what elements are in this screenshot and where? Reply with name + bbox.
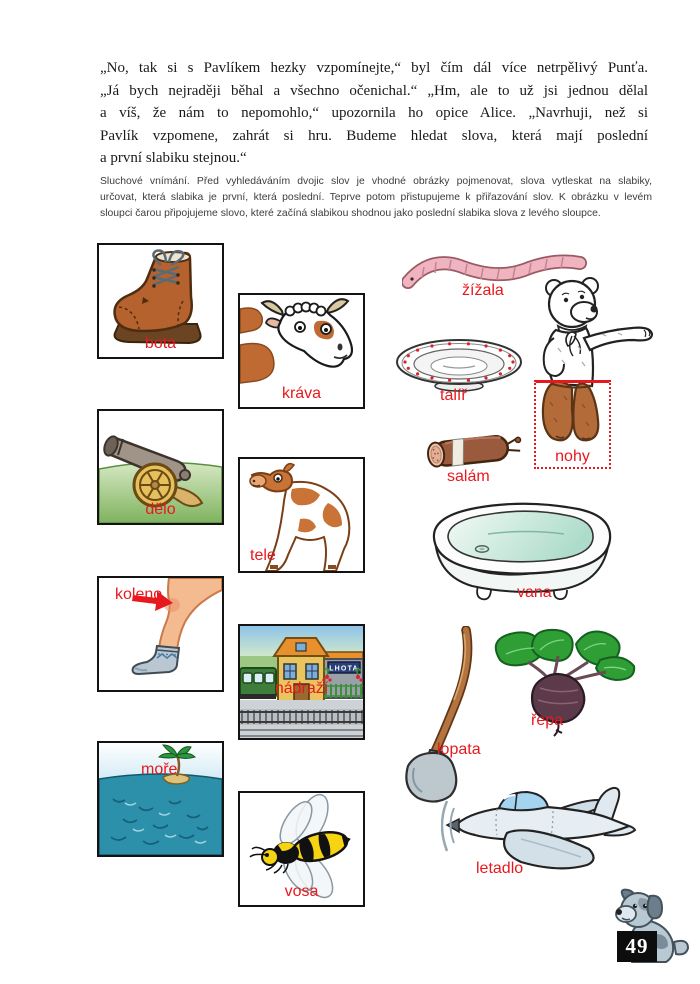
card-tele xyxy=(238,457,365,573)
nohy-selection-box xyxy=(534,380,611,469)
card-label-more: moře xyxy=(141,761,178,778)
label-vana: vana xyxy=(517,584,552,601)
label-talir: talíř xyxy=(440,387,467,404)
card-label-tele: tele xyxy=(250,547,276,564)
plate-illustration xyxy=(393,336,525,394)
beet-illustration xyxy=(488,626,640,738)
card-label-nadrazi: nádraží xyxy=(274,680,329,697)
story-paragraph xyxy=(100,57,648,170)
story-line: „No, tak si s Pavlíkem hezky vzpomínejte,“ byl čím dál více netrpělivý Punťa. xyxy=(100,60,648,76)
card-label-delo: dělo xyxy=(145,501,176,518)
card-label-bota: bota xyxy=(144,335,177,352)
card-koleno xyxy=(97,576,224,692)
label-lopata: lopata xyxy=(437,741,481,758)
card-delo xyxy=(97,409,224,525)
story-line: a první slabiku stejnou.“ xyxy=(100,150,247,166)
label-repa: řepa xyxy=(531,712,564,729)
card-label-krava: kráva xyxy=(281,385,322,402)
airplane-illustration xyxy=(441,777,639,889)
card-more xyxy=(97,741,224,857)
station-sign-text: LHOTA xyxy=(329,665,359,673)
card-vosa xyxy=(238,791,365,907)
card-bota xyxy=(97,243,224,359)
label-salam: salám xyxy=(447,468,490,485)
instructions-line: Sluchové vnímání. Před vyhledáváním dvojic slov je vhodné obrázky pojmenovat, slova vytleskat na slabiky, xyxy=(100,176,652,187)
card-nadrazi xyxy=(238,624,365,740)
card-krava xyxy=(238,293,365,409)
instructions-paragraph xyxy=(100,174,652,222)
story-line: a víš, že nám to nepomohlo,“ upozornila ho opice Alice. „Navrhuji, než si xyxy=(100,105,648,121)
story-line: Pavlík vzpomene, zahrát si hru. Budeme hledat slova, která mají poslední xyxy=(100,127,648,144)
page-number-badge: 49 xyxy=(617,931,657,962)
sea-illustration xyxy=(99,743,222,855)
label-letadlo: letadlo xyxy=(476,860,524,877)
instructions-line: určovat, která slabika je první, která poslední. Teprve potom přistupujeme k přiřazování slov. K obrázku v levém xyxy=(100,192,652,203)
card-label-vosa: vosa xyxy=(284,883,319,900)
instructions-line: sloupci čarou připojujeme slovo, které začíná slabikou shodnou jako poslední slabika slova z levého sloupce. xyxy=(100,208,601,219)
label-zizala: žížala xyxy=(462,282,504,299)
label-nohy: nohy xyxy=(555,448,590,465)
card-label-koleno: koleno xyxy=(115,586,163,603)
story-line: „Já bych nejraději běhal a všechno očenichal.“ „Hm, ale to už jsi jednou dělal xyxy=(100,82,648,99)
